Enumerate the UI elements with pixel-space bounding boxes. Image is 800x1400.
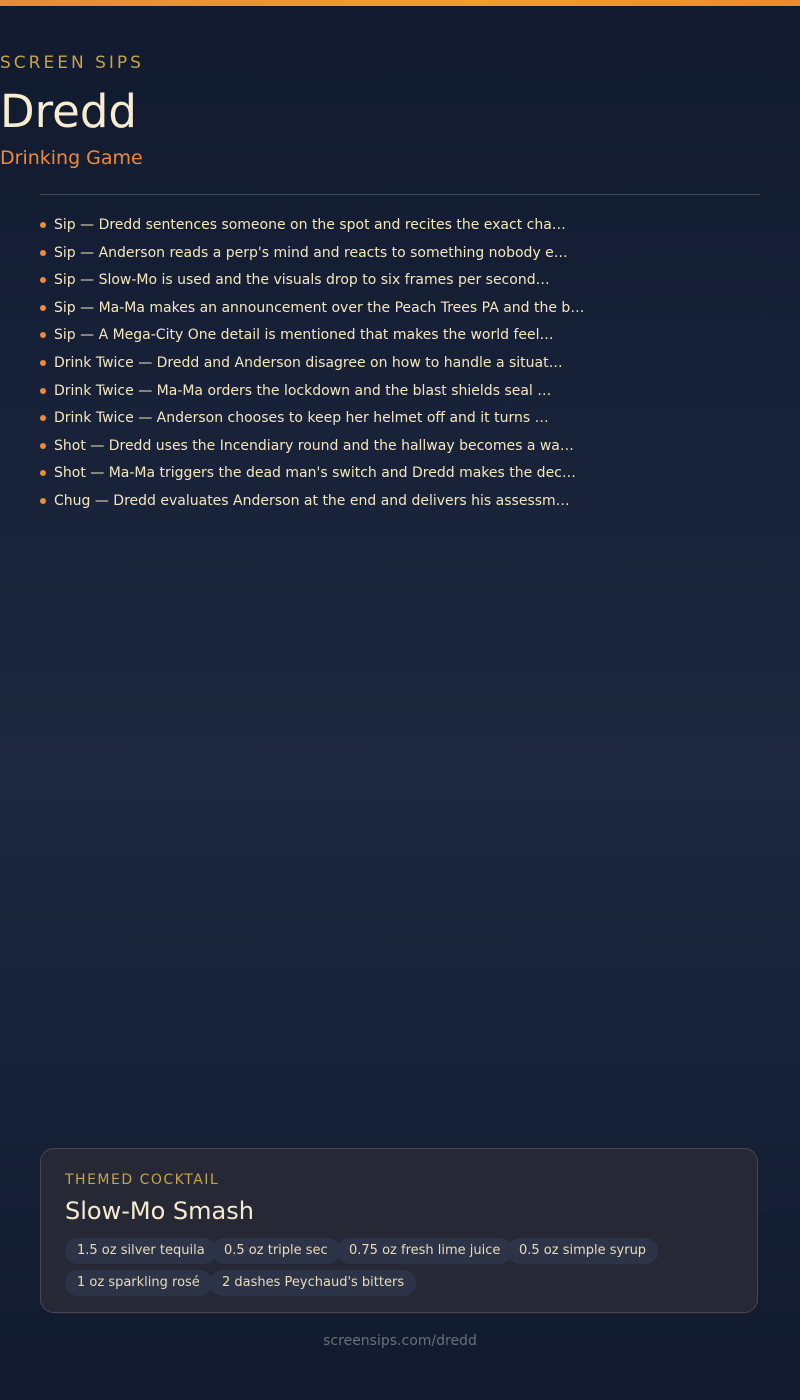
page-title: Dredd [0,85,137,138]
bullet-dot-icon [40,388,46,394]
rule-text: Drink Twice — Ma-Ma orders the lockdown and the blast shields seal … [54,382,552,399]
bullet-dot-icon [40,415,46,421]
rule-item [40,295,760,323]
rule-item [40,433,760,461]
cocktail-section-label: THEMED COCKTAIL [65,1172,220,1188]
rule-item [40,240,760,268]
page-subtitle: Drinking Game [0,147,143,169]
rule-item [40,212,760,240]
footer-url-link[interactable]: screensips.com/dredd [323,1333,477,1349]
rule-text: Sip — Slow-Mo is used and the visuals drop to six frames per second… [54,272,550,289]
rule-item [40,267,760,295]
header-divider [40,194,760,195]
rule-text: Drink Twice — Dredd and Anderson disagree on how to handle a situat… [54,354,563,371]
top-accent-stripe [0,0,800,6]
bullet-dot-icon [40,277,46,283]
rule-text: Shot — Dredd uses the Incendiary round and the hallway becomes a wa… [54,437,574,454]
themed-cocktail-card [40,1148,758,1313]
ingredient-chip: 2 dashes Peychaud's bitters [210,1270,416,1296]
bullet-dot-icon [40,498,46,504]
rule-text: Chug — Dredd evaluates Anderson at the end and delivers his assessm… [54,492,570,509]
rule-text: Sip — A Mega-City One detail is mentioned that makes the world feel… [54,327,554,344]
bullet-dot-icon [40,360,46,366]
bullet-dot-icon [40,470,46,476]
ingredient-chip: 1.5 oz silver tequila [65,1238,217,1264]
rule-item [40,350,760,378]
ingredient-chip: 0.5 oz triple sec [212,1238,340,1264]
rule-item [40,405,760,433]
rule-item [40,460,760,488]
ingredient-chip: 0.5 oz simple syrup [507,1238,658,1264]
ingredient-chip: 1 oz sparkling rosé [65,1270,212,1296]
rule-text: Sip — Anderson reads a perp's mind and reacts to something nobody e… [54,244,568,261]
brand-label: SCREEN SIPS [0,53,144,73]
bullet-dot-icon [40,305,46,311]
rule-item [40,378,760,406]
rule-text: Sip — Dredd sentences someone on the spot and recites the exact cha… [54,217,566,233]
cocktail-name: Slow-Mo Smash [65,1197,254,1225]
bullet-dot-icon [40,332,46,338]
rule-item [40,488,760,516]
rule-text: Drink Twice — Anderson chooses to keep her helmet off and it turns … [54,410,549,427]
rule-text: Shot — Ma-Ma triggers the dead man's switch and Dredd makes the dec… [54,465,576,482]
bullet-dot-icon [40,250,46,256]
bullet-dot-icon [40,222,46,228]
rule-item [40,322,760,350]
ingredient-chip: 0.75 oz fresh lime juice [337,1238,512,1264]
rule-text: Sip — Ma-Ma makes an announcement over the Peach Trees PA and the b… [54,299,585,316]
rules-list [40,212,760,516]
bullet-dot-icon [40,443,46,449]
